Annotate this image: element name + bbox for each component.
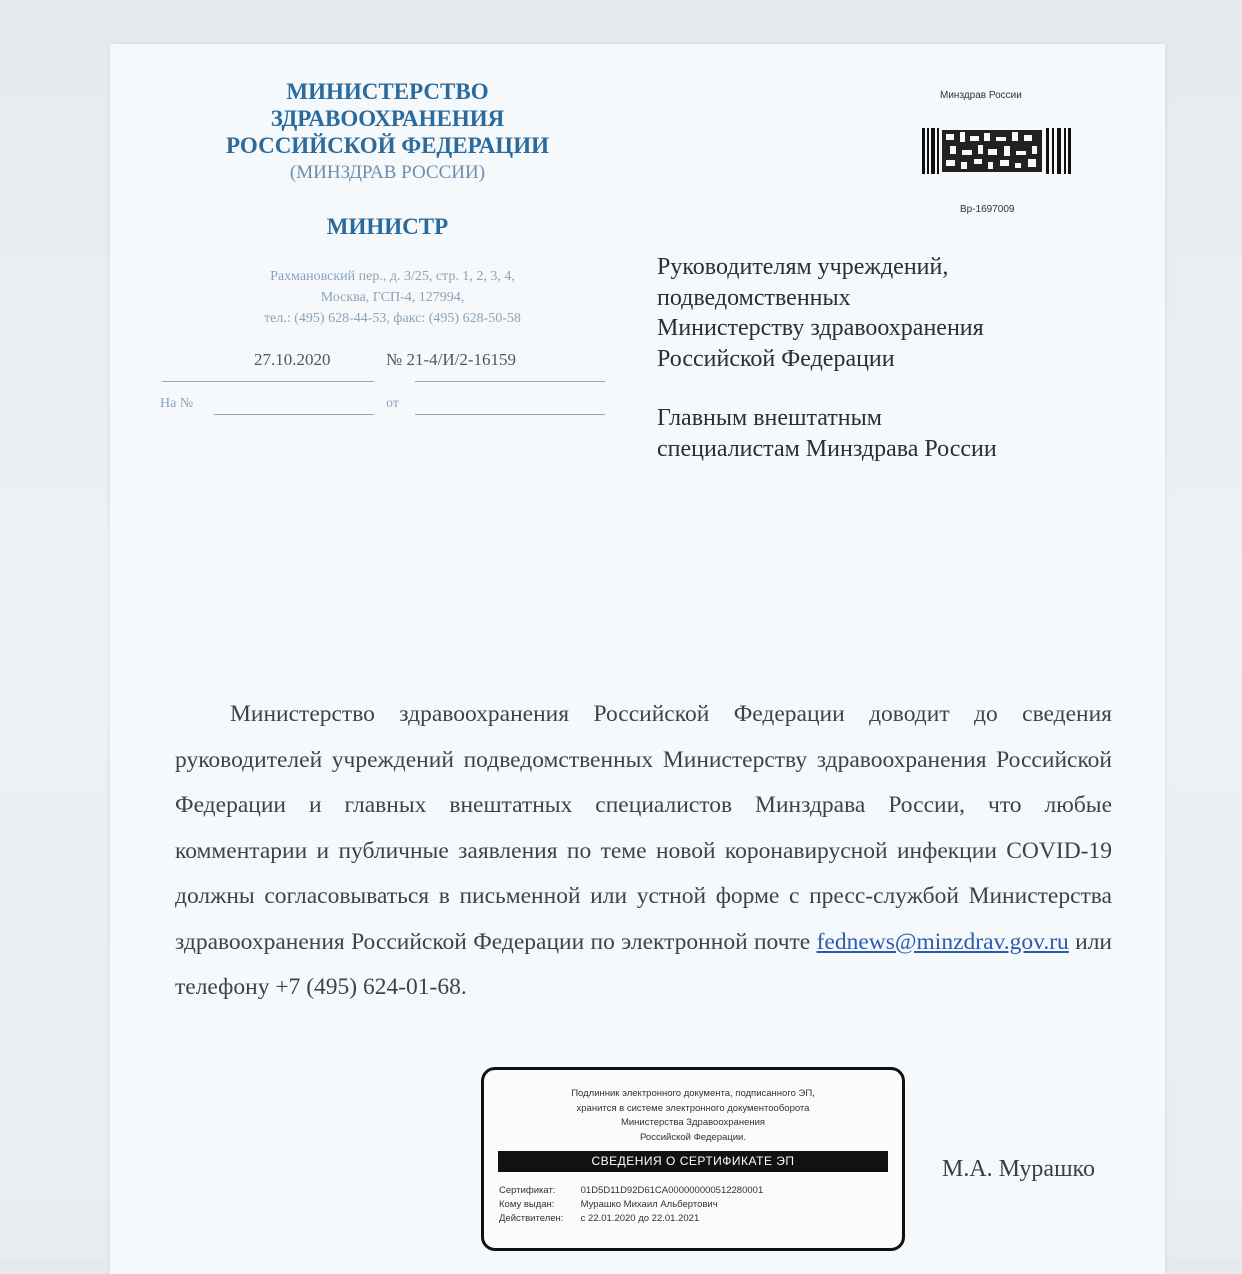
document-number: № 21-4/И/2-16159 (386, 350, 517, 369)
barcode-title: Минздрав России (940, 90, 1022, 101)
valid-value: с 22.01.2020 до 22.01.2021 (580, 1213, 700, 1224)
ref-date-label: от (386, 396, 399, 411)
recipient-line: специалистам Минздрава России (657, 435, 997, 462)
stamp-head-line: Подлинник электронного документа, подписанного ЭП, (571, 1088, 815, 1099)
barcode-number: Вр-1697009 (960, 204, 1015, 215)
e-signature-stamp (481, 1067, 905, 1251)
stamp-head-line: хранится в системе электронного документооборота (576, 1102, 810, 1114)
stamp-head-line: Российской Федерации. (640, 1131, 746, 1143)
cert-value: 01D5D11D92D61CA000000000512280001 (580, 1185, 764, 1196)
address-line-2: Москва, ГСП-4, 127994, (320, 290, 465, 305)
recipient-line: Руководителям учреждений, (657, 254, 949, 280)
letter-body (175, 692, 1112, 1011)
ref-number-label: На № (160, 396, 194, 411)
recipient-line: подведомственных (657, 284, 851, 311)
body-text-main: Министерство здравоохранения Российской Федерации доводит до сведения руководителей учреждений подведомственных Министерству здравоохранения Российской Федерации и главных внештатных специалистов Минздрава России, что любые комментарии и публичные заявления по теме новой коронавирусной инфекции COVID-19 должны согласовываться в письменной или устной форме с пресс-службой Министерства здравоохранения Российской Федерации по электронной почте (175, 701, 1112, 955)
letter-page (110, 44, 1165, 1274)
stamp-title-bar: СВЕДЕНИЯ О СЕРТИФИКАТЕ ЭП (498, 1151, 888, 1172)
stamp-head-line: Министерства Здравоохранения (620, 1117, 766, 1128)
ministry-line-3: РОССИЙСКОЙ ФЕДЕРАЦИИ (226, 133, 549, 158)
ministry-line-2: ЗДРАВООХРАНЕНИЯ (270, 106, 505, 131)
owner-row (499, 1198, 902, 1212)
cert-label: Сертификат: (499, 1185, 556, 1196)
address-line-1: Рахмановский пер., д. 3/25, стр. 1, 2, 3, 4, (270, 269, 515, 284)
position-title: МИНИСТР (326, 214, 449, 239)
ministry-short-name: (МИНЗДРАВ РОССИИ) (289, 162, 486, 183)
body-text-phone: или телефону +7 (495) 624-01-68. (175, 928, 1113, 1000)
stamp-header (484, 1087, 902, 1145)
date-underline (162, 380, 374, 382)
ref-date-field (415, 413, 605, 415)
press-email-link[interactable]: fednews@minzdrav.gov.ru (816, 928, 1069, 955)
address-line-3: тел.: (495) 628-44-53, факс: (495) 628-50-58 (264, 311, 521, 326)
ministry-address (205, 266, 580, 329)
ministry-line-1: МИНИСТЕРСТВО (286, 79, 489, 104)
owner-value: Мурашко Михаил Альбертович (580, 1199, 718, 1210)
recipients-block (657, 252, 997, 464)
recipient-line: Главным внештатным (657, 405, 882, 431)
signer-name: М.А. Мурашко (942, 1156, 1095, 1182)
valid-label: Действителен: (499, 1213, 564, 1224)
cert-row (499, 1184, 902, 1198)
document-date: 27.10.2020 (254, 350, 331, 369)
owner-label: Кому выдан: (499, 1199, 555, 1210)
recipient-line: Российской Федерации (657, 345, 895, 372)
recipient-line: Министерству здравоохранения (657, 315, 984, 341)
ministry-header (210, 78, 565, 186)
number-underline (415, 380, 605, 382)
ref-number-field (214, 413, 374, 415)
valid-row (499, 1212, 902, 1226)
certificate-info (499, 1184, 902, 1226)
barcode-icon (922, 128, 1072, 174)
